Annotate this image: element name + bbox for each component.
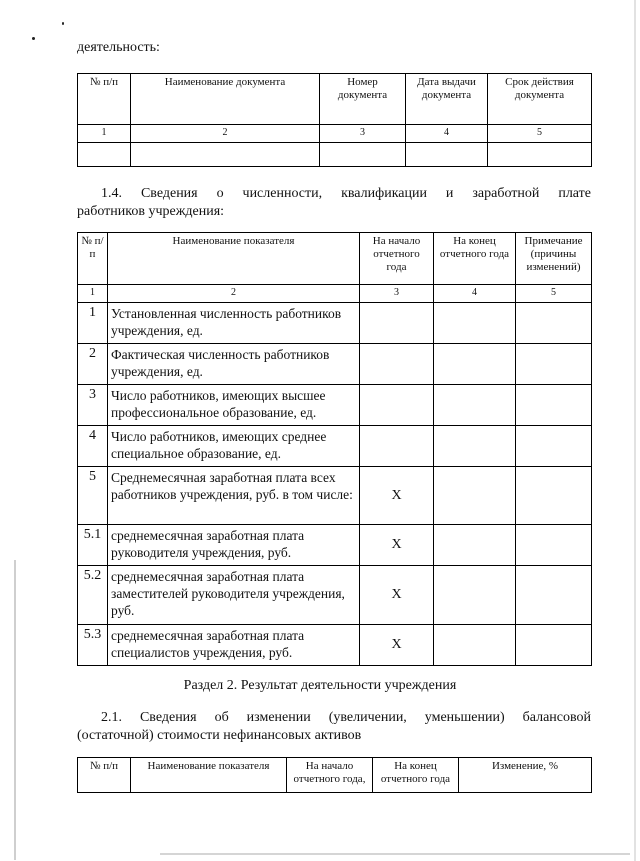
scan-edge-bottom: [160, 853, 630, 855]
header-cell: Наименование показателя: [131, 758, 287, 793]
header-cell: Изменение, %: [459, 758, 592, 793]
row-number: 5.3: [78, 625, 108, 666]
header-cell: Дата выдачи документа: [406, 74, 488, 125]
row-number: 3: [78, 385, 108, 426]
row-indicator: Установленная численность работников учреждения, ед.: [108, 303, 360, 344]
table-row: [78, 467, 592, 525]
note-value: [516, 525, 592, 566]
assets-table: [77, 757, 592, 793]
note-value: [516, 344, 592, 385]
index-row: [78, 285, 592, 303]
row-indicator: Среднемесячная заработная плата всех работников учреждения, руб. в том числе:: [108, 467, 360, 525]
end-value: [434, 303, 516, 344]
staff-table: [77, 232, 592, 666]
paragraph-line: работников учреждения:: [77, 204, 225, 219]
index-row: [78, 125, 592, 143]
table-row: [78, 303, 592, 344]
scan-speck: [32, 37, 35, 40]
table-cell: [78, 143, 131, 167]
row-indicator: среднемесячная заработная плата заместителей руководителя учреждения, руб.: [108, 566, 360, 625]
start-value: [360, 385, 434, 426]
start-value: [360, 426, 434, 467]
table-row: [78, 344, 592, 385]
header-cell: № п/п: [78, 74, 131, 125]
empty-row: [78, 143, 592, 167]
note-value: [516, 303, 592, 344]
row-indicator: среднемесячная заработная плата руководителя учреждения, руб.: [108, 525, 360, 566]
table-header-row: [78, 758, 592, 793]
index-cell: 4: [406, 125, 488, 143]
row-number: 1: [78, 303, 108, 344]
header-cell: Срок действия документа: [488, 74, 592, 125]
paragraph-line: 2.1. Сведения об изменении (увеличении, уменьшении) балансовой: [101, 710, 591, 725]
scan-speck: [62, 22, 64, 25]
header-cell: Примечание (причины изменений): [516, 233, 592, 285]
row-indicator: Фактическая численность работников учреждения, ед.: [108, 344, 360, 385]
table-row: [78, 426, 592, 467]
row-number: 5: [78, 467, 108, 525]
end-value: [434, 344, 516, 385]
header-cell: Номер документа: [320, 74, 406, 125]
row-indicator: Число работников, имеющих высшее профессиональное образование, ед.: [108, 385, 360, 426]
header-cell: Наименование документа: [131, 74, 320, 125]
note-value: [516, 566, 592, 625]
end-value: [434, 467, 516, 525]
documents-table: [77, 73, 592, 167]
start-value: [360, 303, 434, 344]
row-number: 4: [78, 426, 108, 467]
paragraph-line: (остаточной) стоимости нефинансовых активов: [77, 728, 362, 743]
end-value: [434, 566, 516, 625]
end-value: [434, 385, 516, 426]
index-cell: 5: [488, 125, 592, 143]
index-cell: 1: [78, 125, 131, 143]
scan-edge-right: [634, 0, 636, 861]
index-cell: 3: [320, 125, 406, 143]
row-number: 2: [78, 344, 108, 385]
index-cell: 2: [108, 285, 360, 303]
start-value: X: [360, 625, 434, 666]
index-cell: 5: [516, 285, 592, 303]
note-value: [516, 467, 592, 525]
scan-edge-left: [14, 560, 16, 860]
row-number: 5.1: [78, 525, 108, 566]
index-cell: 1: [78, 285, 108, 303]
table-row: [78, 525, 592, 566]
start-value: X: [360, 525, 434, 566]
section-2-title: Раздел 2. Результат деятельности учреждения: [183, 678, 457, 693]
table-cell: [488, 143, 592, 167]
row-indicator: среднемесячная заработная плата специалистов учреждения, руб.: [108, 625, 360, 666]
table-header-row: [78, 74, 592, 125]
note-value: [516, 385, 592, 426]
index-cell: 3: [360, 285, 434, 303]
note-value: [516, 426, 592, 467]
section-2-1-heading: [77, 709, 591, 745]
table-cell: [131, 143, 320, 167]
section-1-4-heading: [77, 185, 591, 221]
header-cell: Наименование показателя: [108, 233, 360, 285]
intro-text: деятельность:: [77, 40, 160, 55]
index-cell: 2: [131, 125, 320, 143]
table-cell: [320, 143, 406, 167]
end-value: [434, 625, 516, 666]
table-row: [78, 566, 592, 625]
table-row: [78, 625, 592, 666]
start-value: X: [360, 566, 434, 625]
row-indicator: Число работников, имеющих среднее специальное образование, ед.: [108, 426, 360, 467]
header-cell: На начало отчетного года: [360, 233, 434, 285]
table-row: [78, 385, 592, 426]
table-header-row: [78, 233, 592, 285]
table-cell: [406, 143, 488, 167]
header-cell: На начало отчетного года,: [287, 758, 373, 793]
index-cell: 4: [434, 285, 516, 303]
header-cell: № п/п: [78, 233, 108, 285]
start-value: X: [360, 467, 434, 525]
header-cell: № п/п: [78, 758, 131, 793]
row-number: 5.2: [78, 566, 108, 625]
paragraph-line: 1.4. Сведения о численности, квалификации и заработной плате: [101, 186, 591, 201]
header-cell: На конец отчетного года: [373, 758, 459, 793]
header-cell: На конец отчетного года: [434, 233, 516, 285]
start-value: [360, 344, 434, 385]
note-value: [516, 625, 592, 666]
end-value: [434, 426, 516, 467]
end-value: [434, 525, 516, 566]
